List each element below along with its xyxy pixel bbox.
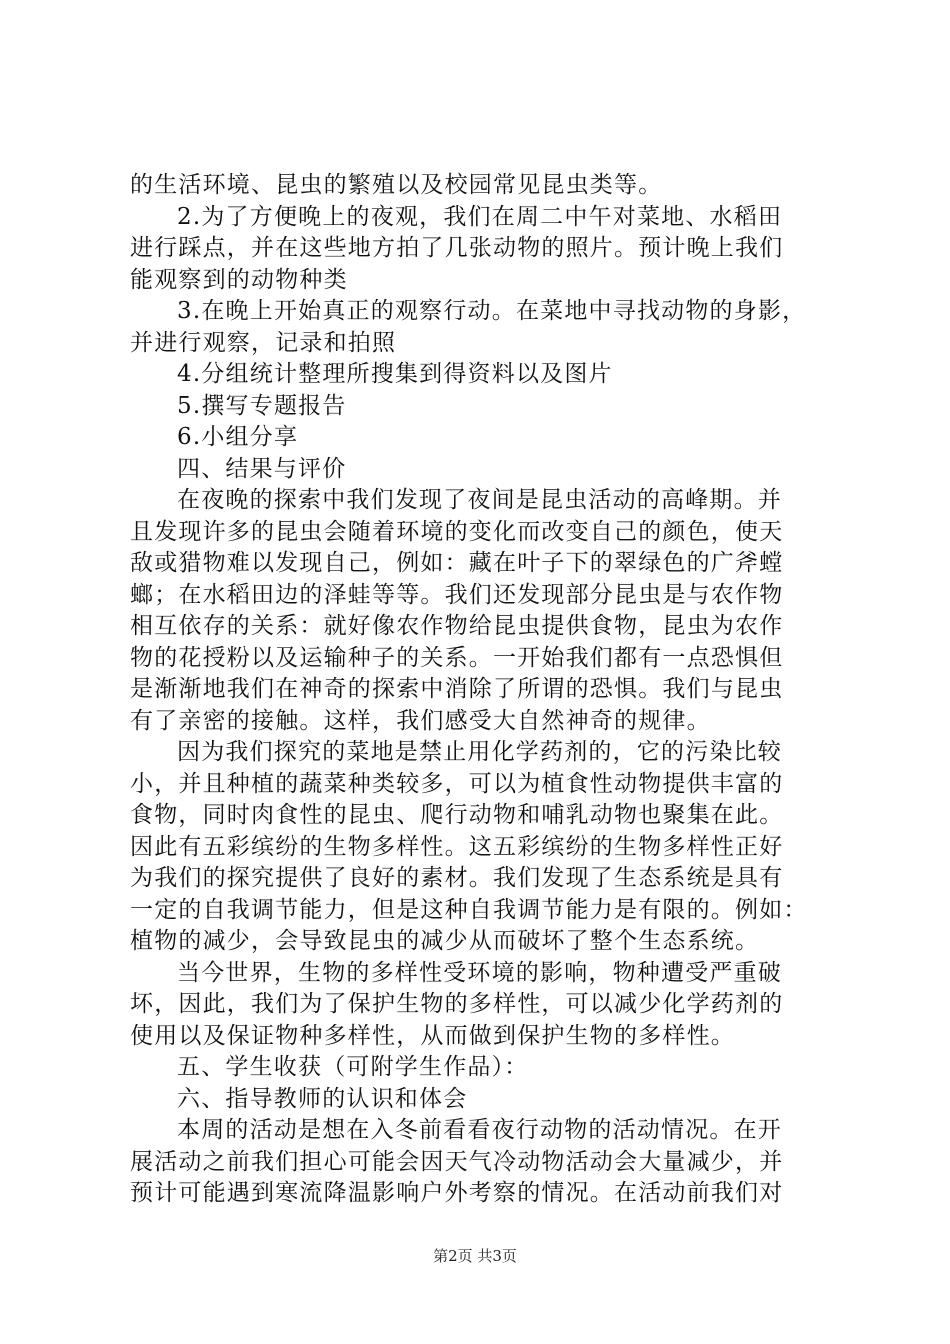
text-line: 在夜晚的探索中我们发现了夜间是昆虫活动的高峰期。并 [177,487,782,513]
text-line: 因为我们探究的菜地是禁止用化学药剂的，它的污染比较 [177,739,782,765]
text-line: 小，并且种植的蔬菜种类较多，可以为植食性动物提供丰富的 [130,770,784,797]
page-footer: 第2页 共3页 [433,1247,517,1265]
text-line: 能观察到的动物种类 [130,266,348,293]
text-line: 3.在晚上开始真正的观察行动。在菜地中寻找动物的身影， [177,298,807,324]
text-line: 六、指导教师的认识和体会 [177,1085,468,1112]
text-line: 展活动之前我们担心可能会因天气冷动物活动会大量减少，并 [130,1148,784,1175]
text-line: 有了亲密的接触。这样，我们感受大自然神奇的规律。 [130,707,711,734]
text-line: 为我们的探究提供了良好的素材。我们发现了生态系统是具有 [130,865,784,891]
text-line: 食物，同时肉食性的昆虫、爬行动物和哺乳动物也聚集在此。 [130,802,784,828]
text-line: 敌或猎物难以发现自己，例如：藏在叶子下的翠绿色的广斧螳 [130,550,784,576]
text-line: 螂；在水稻田边的泽蛙等等。我们还发现部分昆虫是与农作物 [130,581,784,608]
text-line: 坏，因此，我们为了保护生物的多样性，可以减少化学药剂的 [130,991,784,1017]
text-line: 6.小组分享 [177,424,299,450]
text-line: 且发现许多的昆虫会随着环境的变化而改变自己的颜色，使天 [130,518,784,545]
text-line: 五、学生收获（可附学生作品）： [177,1054,529,1080]
text-line: 是渐渐地我们在神奇的探索中消除了所谓的恐惧。我们与昆虫 [130,676,784,702]
text-line: 5.撰写专题报告 [177,392,347,419]
text-line: 并进行观察，记录和拍照 [130,329,397,356]
text-line: 本周的活动是想在入冬前看看夜行动物的活动情况。在开 [177,1117,782,1143]
text-line: 使用以及保证物种多样性，从而做到保护生物的多样性。 [130,1022,735,1049]
text-line: 物的花授粉以及运输种子的关系。一开始我们都有一点恐惧但 [130,644,784,671]
text-line: 2.为了方便晚上的夜观，我们在周二中午对菜地、水稻田 [177,203,783,230]
text-line: 一定的自我调节能力，但是这种自我调节能力是有限的。例如： [130,896,808,923]
text-line: 相互依存的关系：就好像农作物给昆虫提供食物，昆虫为农作 [130,613,784,639]
text-line: 进行踩点，并在这些地方拍了几张动物的照片。预计晚上我们 [130,235,784,261]
text-line: 植物的减少，会导致昆虫的减少从而破坏了整个生态系统。 [130,928,760,954]
text-line: 4.分组统计整理所搜集到得资料以及图片 [177,361,613,387]
text-line: 因此有五彩缤纷的生物多样性。这五彩缤纷的生物多样性正好 [130,833,784,860]
text-line: 当今世界，生物的多样性受环境的影响，物种遭受严重破 [177,959,782,986]
text-line: 的生活环境、昆虫的繁殖以及校园常见昆虫类等。 [130,172,663,198]
text-line: 四、结果与评价 [177,455,347,482]
text-line: 预计可能遇到寒流降温影响户外考察的情况。在活动前我们对 [130,1180,784,1206]
document-body [130,170,830,1210]
